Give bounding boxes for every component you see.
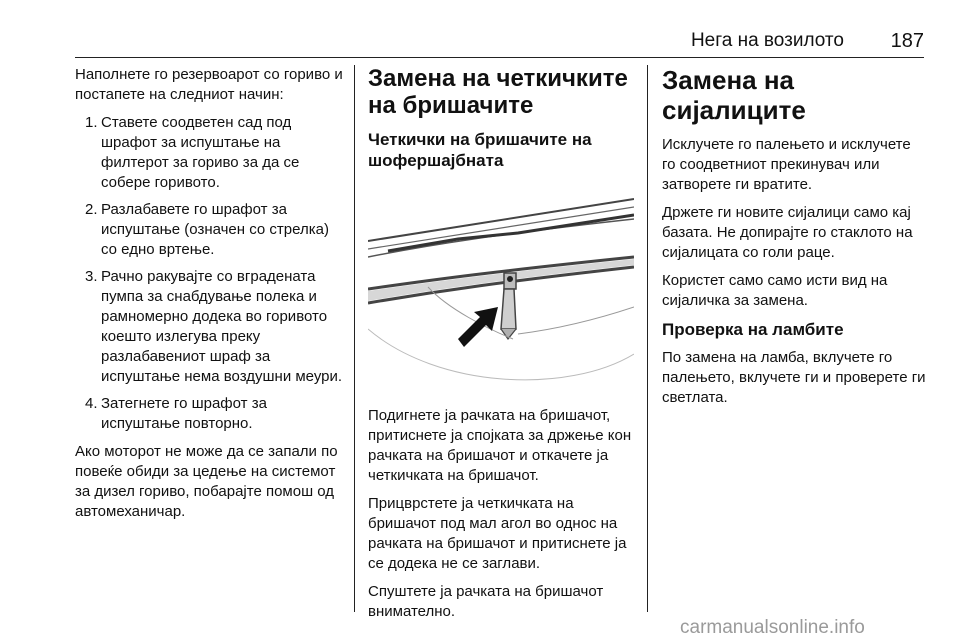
wiper-blade-illustration-icon (368, 179, 634, 394)
paragraph: Прицврстете ја четкичката на бришачот под мал агол во однос на рачката на бришачот и притиснете ја се додека не се заглави. (368, 495, 627, 572)
subsection-heading: Проверка на ламбите (662, 320, 844, 339)
paragraph: Исклучете го палењето и исклучете го соодветниот прекинувач или затворете ги вратите. (662, 136, 911, 193)
step-number: 3. (85, 268, 98, 285)
column-divider-2 (647, 65, 648, 612)
column-divider-1 (354, 65, 355, 612)
steps-list (75, 113, 343, 434)
step-text: Разлабавете го шрафот за испуштање (означен со стрелка) со едно вртење. (101, 201, 329, 258)
step-text: Ставете соодветен сад под шрафот за испуштање на филтерот за гориво за да се собере горивото. (101, 114, 300, 191)
paragraph: Држете ги новите сијалици само кај базата. Не допирајте го стаклото на сијалицата со голи раце. (662, 204, 913, 261)
intro-text: Наполнете го резервоарот со гориво и постапете на следниот начин: (75, 66, 343, 103)
page-header (624, 30, 924, 54)
closing-text: Ако моторот не може да се запали по повеќе обиди за цедење на системот за дизел гориво, побарајте помош од автомеханичар. (75, 443, 338, 520)
list-item (75, 200, 343, 260)
column-2 (368, 65, 634, 630)
paragraph: По замена на ламба, вклучете го палењето, вклучете ги и проверете ги светлата. (662, 349, 926, 406)
step-number: 1. (85, 114, 98, 131)
section-title: Нега на возилото (690, 30, 844, 51)
header-rule (75, 57, 924, 58)
paragraph: Спуштете ја рачката на бришачот внимателно. (368, 583, 604, 620)
step-number: 4. (85, 395, 98, 412)
step-text: Рачно ракувајте со вградената пумпа за снабдување полека и рамномерно додека во горивото коешто излегува преку разлабавениот шраф за испуштање нема воздушни меури. (101, 268, 343, 385)
step-number: 2. (85, 201, 98, 218)
section-heading: Замена на сијалиците (662, 65, 806, 125)
list-item (75, 394, 343, 434)
paragraph: Користет само само исти вид на сијаличка за замена. (662, 272, 888, 309)
watermark-link[interactable]: carmanualsonline.info (680, 617, 865, 638)
paragraph: Подигнете ја рачката на бришачот, притиснете ја спојката за држење кон рачката на бришачот и откачете ја четкичката на бришачот. (368, 407, 632, 484)
page-number: 187 (890, 30, 924, 52)
column-3 (662, 65, 928, 416)
section-heading: Замена на четкичките на бришачите (368, 65, 628, 119)
column-1 (75, 65, 343, 530)
step-text: Затегнете го шрафот за испуштање повторно. (101, 395, 267, 432)
list-item (75, 113, 343, 193)
list-item (75, 267, 343, 387)
subsection-heading: Четкички на бришачите на шофершајбната (368, 130, 592, 170)
